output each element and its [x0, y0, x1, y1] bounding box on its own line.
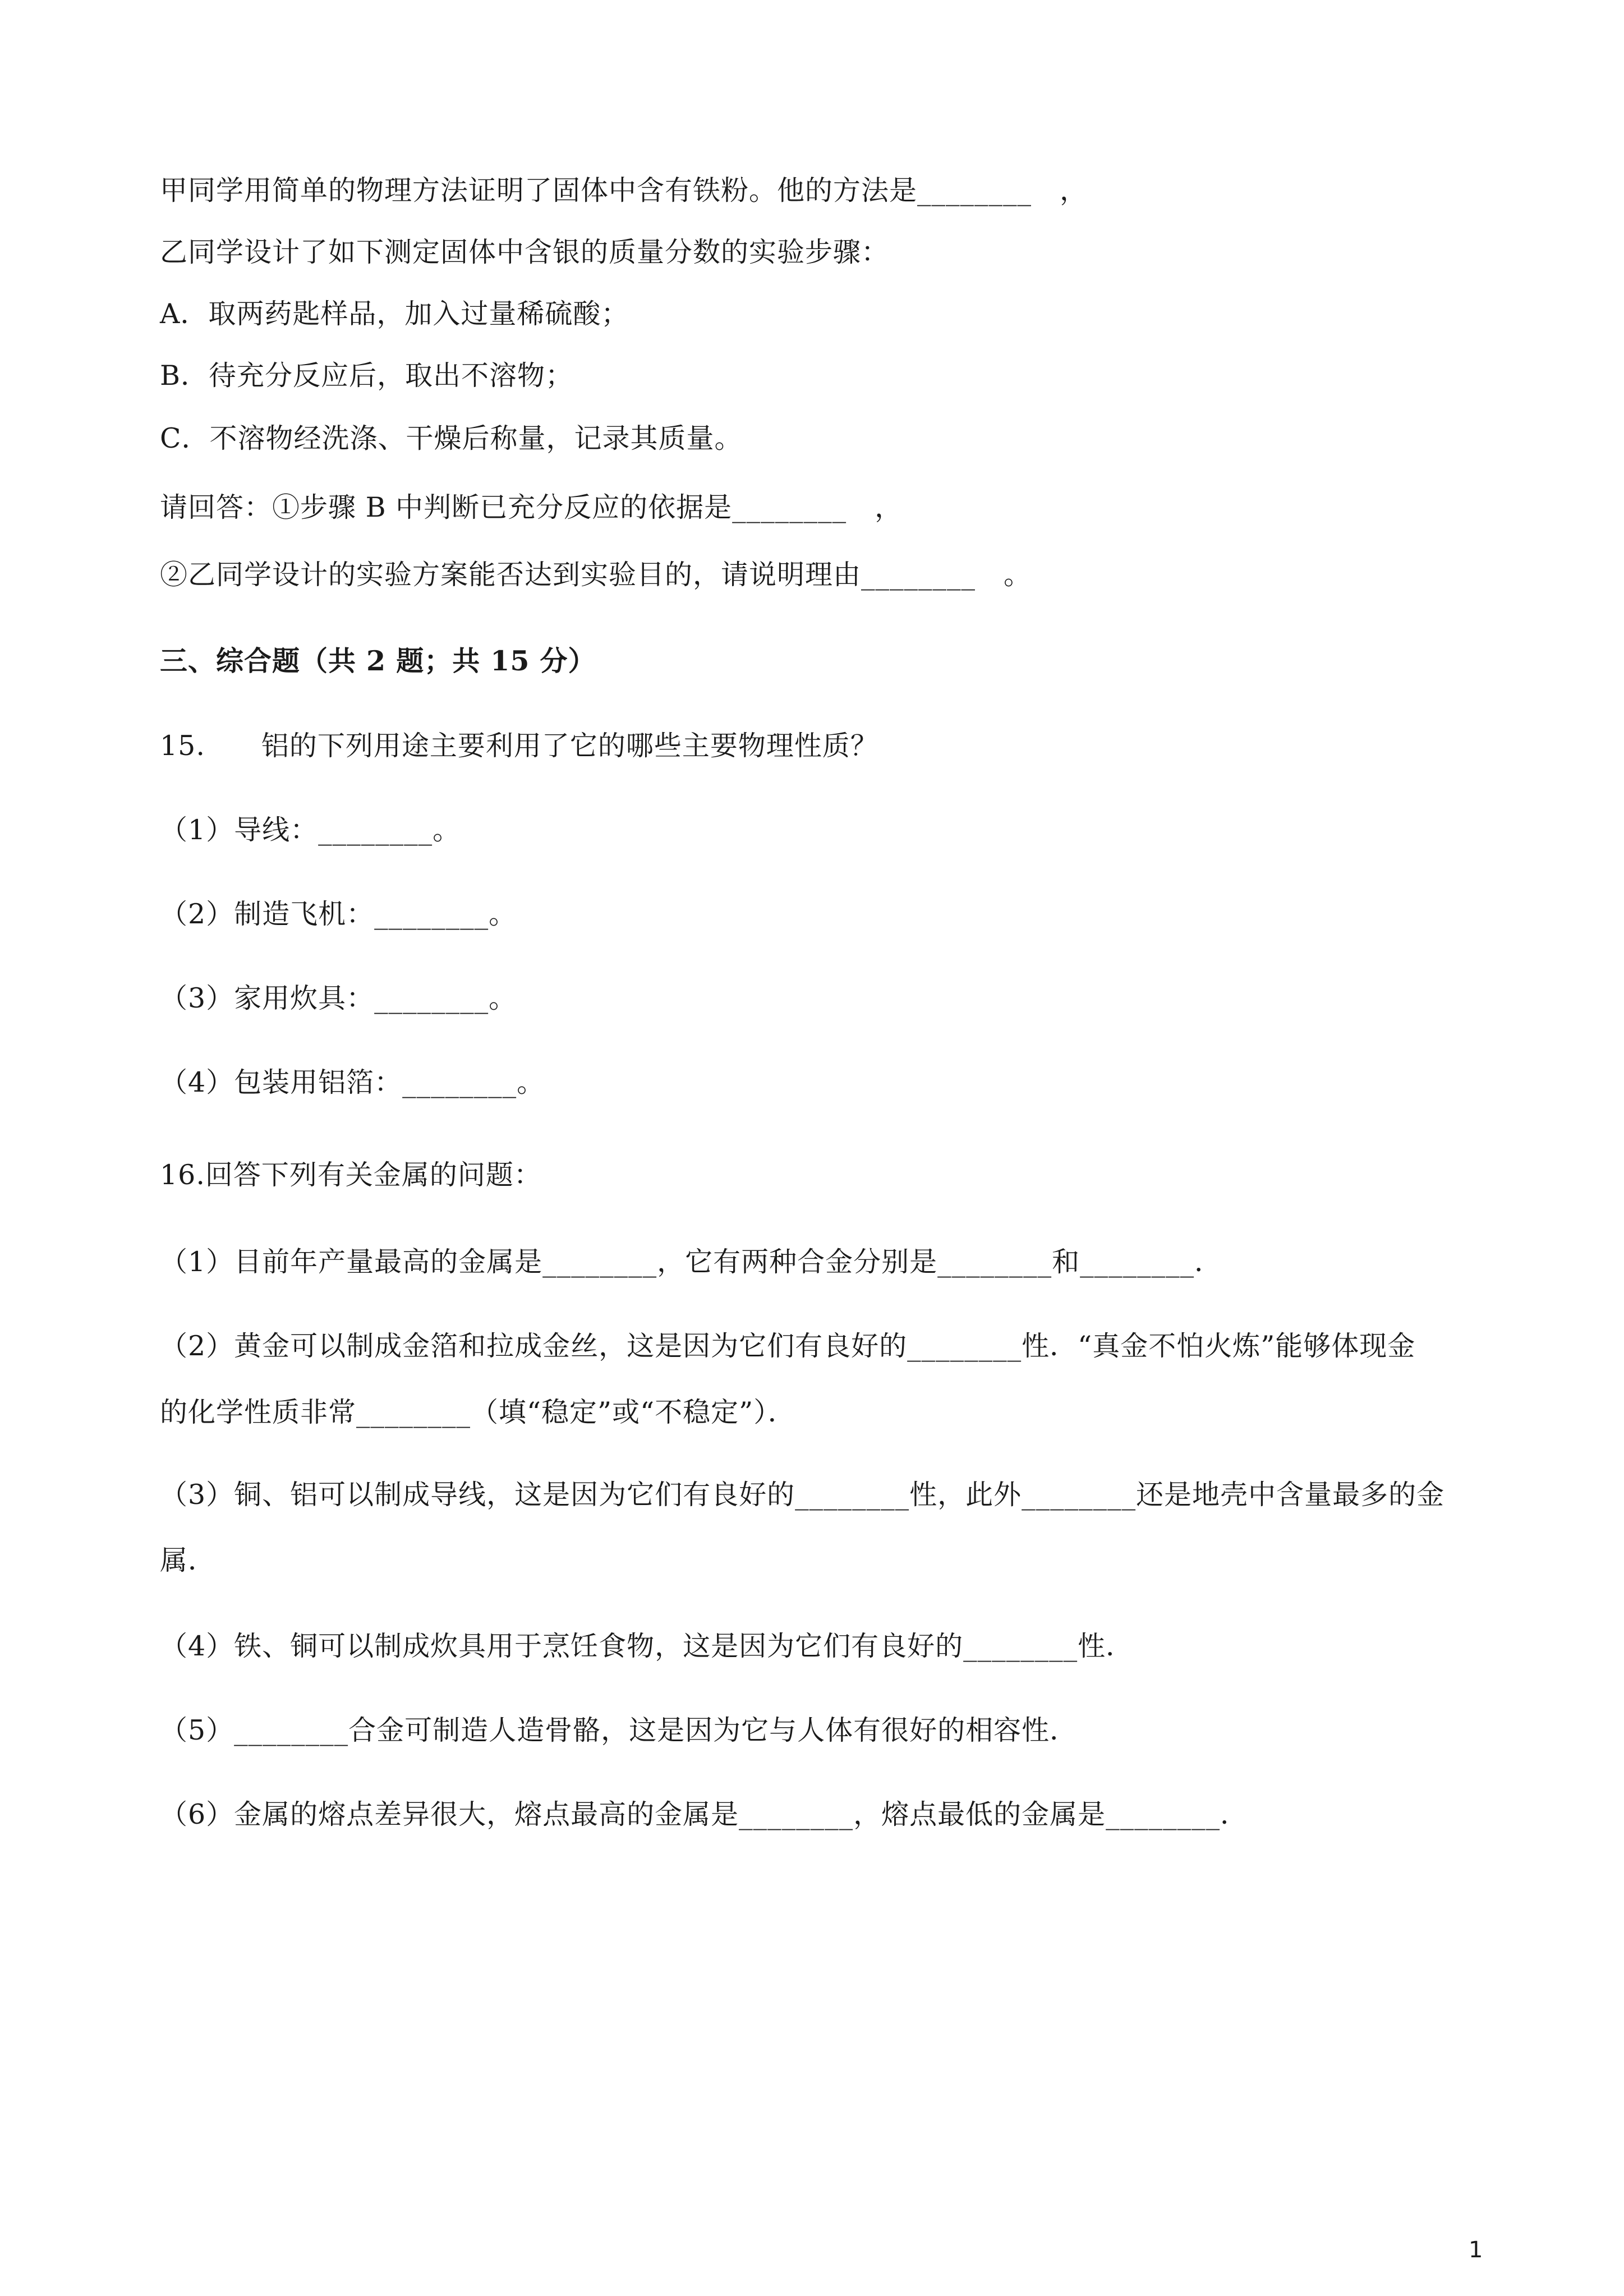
page-number: 1 — [1469, 2237, 1483, 2263]
text-line-method: 甲同学用简单的物理方法证明了固体中含有铁粉。他的方法是________ ， — [160, 174, 1088, 206]
question-16-item-6: （6）金属的熔点差异很大，熔点最高的金属是________，熔点最低的金属是________． — [160, 1798, 1249, 1830]
question-16-item-2-line-2: 的化学性质非常________（填“稳定”或“不稳定”）． — [160, 1396, 796, 1428]
step-c: C．不溶物经洗涤、干燥后称量，记录其质量。 — [160, 422, 743, 454]
question-16-item-3-line-2: 属． — [160, 1544, 217, 1576]
question-15-item-4: （4）包装用铝箔：________。 — [160, 1066, 545, 1098]
answer-line-1: 请回答：①步骤 B 中判断已充分反应的依据是________ ， — [160, 491, 903, 523]
question-15-stem: 15. 铝的下列用途主要利用了它的哪些主要物理性质？ — [160, 730, 878, 762]
question-15-item-1: （1）导线：________。 — [160, 814, 461, 846]
question-15-item-3: （3）家用炊具：________。 — [160, 982, 517, 1014]
question-16-item-3-line-1: （3）铜、铝可以制成导线，这是因为它们有良好的________性，此外________还是地壳中含量最多的金 — [160, 1479, 1445, 1511]
question-16-item-4: （4）铁、铜可以制成炊具用于烹饪食物，这是因为它们有良好的________性． — [160, 1630, 1134, 1662]
question-16-item-2-line-1: （2）黄金可以制成金箔和拉成金丝，这是因为它们有良好的________性．“真金不怕火炼”能够体现金 — [160, 1330, 1416, 1362]
question-16-item-1: （1）目前年产量最高的金属是________，它有两种合金分别是________和________． — [160, 1246, 1223, 1278]
question-16-stem: 16.回答下列有关金属的问题： — [160, 1159, 542, 1191]
step-b: B．待充分反应后，取出不溶物； — [160, 360, 574, 392]
text-line-experiment-intro: 乙同学设计了如下测定固体中含银的质量分数的实验步骤： — [160, 236, 890, 268]
question-15-item-2: （2）制造飞机：________。 — [160, 898, 517, 930]
answer-line-2: ②乙同学设计的实验方案能否达到实验目的，请说明理由________ 。 — [160, 559, 1032, 591]
question-16-item-5: （5）________合金可制造人造骨骼，这是因为它与人体有很好的相容性． — [160, 1714, 1078, 1746]
step-a: A．取两药匙样品，加入过量稀硫酸； — [160, 298, 629, 330]
section-heading: 三、综合题（共 2 题；共 15 分） — [160, 645, 596, 677]
